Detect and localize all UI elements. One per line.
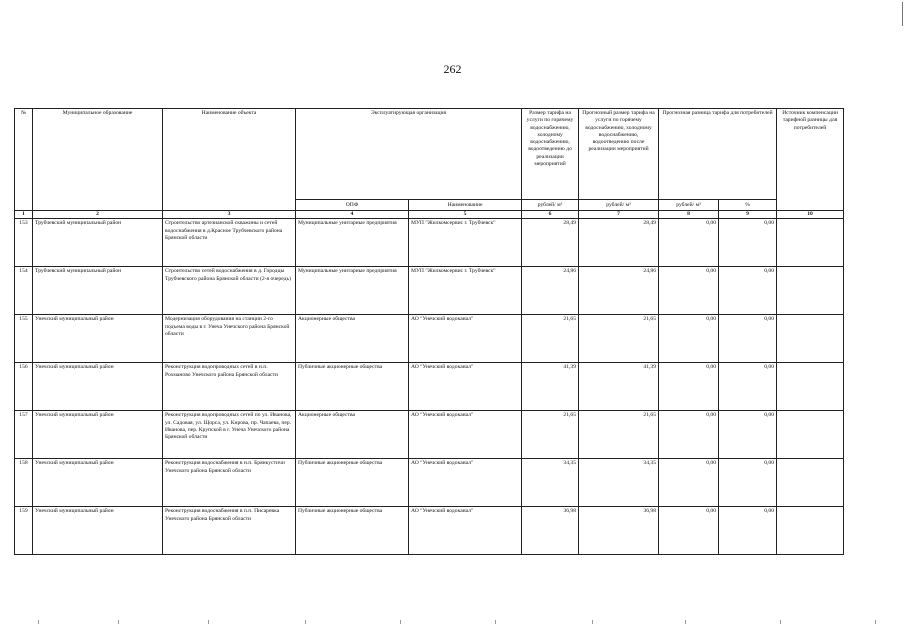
column-index: 8 xyxy=(659,211,719,219)
cell-municipality: Унечский муниципальный район xyxy=(33,459,163,507)
cell-operator-name: АО "Унечский водоканал" xyxy=(409,315,522,363)
table-row xyxy=(15,411,844,459)
cell-opf: Публичные акционерные общества xyxy=(296,363,409,411)
scan-tick xyxy=(305,620,306,624)
column-index: 1 xyxy=(15,211,33,219)
cell-num: 156 xyxy=(15,363,33,411)
cell-object: Строительство артезианской скважины и сетей водоснабжения в д.Красное Трубчевского района Брянской области xyxy=(163,219,296,267)
scan-tick xyxy=(875,620,876,624)
cell-tariff: 28,49 xyxy=(522,219,579,267)
column-index: 2 xyxy=(33,211,163,219)
table-row xyxy=(15,267,844,315)
table-row xyxy=(15,363,844,411)
cell-source xyxy=(777,363,844,411)
header-diff-percent: % xyxy=(719,200,777,211)
cell-operator-name: АО "Унечский водоканал" xyxy=(409,507,522,555)
header-operator-name: Наименование xyxy=(409,200,522,211)
cell-num: 155 xyxy=(15,315,33,363)
table-row xyxy=(15,459,844,507)
cell-municipality: Унечский муниципальный район xyxy=(33,315,163,363)
cell-object: Модернизация оборудования на станции 2-го подъема воды в г. Унеча Унечского района Брянской области xyxy=(163,315,296,363)
page-number: 262 xyxy=(443,62,462,76)
cell-tariff: 24,86 xyxy=(522,267,579,315)
cell-diff-rub: 0,00 xyxy=(659,219,719,267)
scan-edge-mark xyxy=(902,2,903,26)
cell-forecast: 41,39 xyxy=(579,363,659,411)
header-forecast: Прогнозный размер тарифа на услуги по горячему водоснабжению, холодному водоснабжению, водоотведению после реализации мероприятий xyxy=(579,109,659,200)
column-index: 4 xyxy=(296,211,409,219)
column-index-row xyxy=(15,211,844,219)
column-index: 5 xyxy=(409,211,522,219)
cell-diff-rub: 0,00 xyxy=(659,507,719,555)
header-row xyxy=(15,109,844,200)
cell-operator-name: АО "Унечский водоканал" xyxy=(409,363,522,411)
cell-num: 159 xyxy=(15,507,33,555)
cell-diff-pct: 0,00 xyxy=(719,267,777,315)
cell-source xyxy=(777,459,844,507)
column-index: 3 xyxy=(163,211,296,219)
cell-source xyxy=(777,315,844,363)
scan-tick xyxy=(400,620,401,624)
scan-tick xyxy=(208,620,209,624)
cell-forecast: 24,86 xyxy=(579,267,659,315)
header-tariff-unit: рублей/ м³ xyxy=(522,200,579,211)
cell-num: 158 xyxy=(15,459,33,507)
cell-diff-rub: 0,00 xyxy=(659,459,719,507)
cell-object: Реконструкция водопроводных сетей в н.п. Рохманово Унечского района Брянской области xyxy=(163,363,296,411)
cell-num: 157 xyxy=(15,411,33,459)
cell-num: 154 xyxy=(15,267,33,315)
scan-tick xyxy=(38,620,39,624)
cell-operator-name: АО "Унечский водоканал" xyxy=(409,411,522,459)
cell-opf: Акционерные общества xyxy=(296,315,409,363)
cell-tariff: 41,39 xyxy=(522,363,579,411)
cell-diff-pct: 0,00 xyxy=(719,411,777,459)
cell-forecast: 21,65 xyxy=(579,315,659,363)
cell-object: Реконструкция водоснабжения в п.п. Писаревка Унечского района Брянской области xyxy=(163,507,296,555)
cell-tariff: 36,98 xyxy=(522,507,579,555)
cell-diff-pct: 0,00 xyxy=(719,315,777,363)
cell-forecast: 36,98 xyxy=(579,507,659,555)
header-tariff: Размер тарифа на услуги по горячему водоснабжению, холодному водоснабжению, водоотведению до реализации мероприятий xyxy=(522,109,579,200)
header-opf: ОПФ xyxy=(296,200,409,211)
cell-tariff: 21,65 xyxy=(522,315,579,363)
scan-tick xyxy=(118,620,119,624)
cell-source xyxy=(777,411,844,459)
cell-object: Строительство сетей водоснабжения в д. Городцы Трубчевского района Брянской области (2-я очередь) xyxy=(163,267,296,315)
tariff-table xyxy=(14,108,844,555)
cell-diff-pct: 0,00 xyxy=(719,363,777,411)
table-row xyxy=(15,315,844,363)
cell-tariff: 21,65 xyxy=(522,411,579,459)
cell-municipality: Трубчевский муниципальный район xyxy=(33,219,163,267)
cell-object: Реконструкция водопроводных сетей по ул. Иванова, ул. Садовая, ул. Щорса, ул. Кирова, пр. Чапаева, пер. Иванова, пер. Крупской в г. Унеча Унечского района Брянской области xyxy=(163,411,296,459)
header-source: Источник компенсации тарифной разницы для потребителей xyxy=(777,109,844,211)
cell-municipality: Трубчевский муниципальный район xyxy=(33,267,163,315)
cell-diff-pct: 0,00 xyxy=(719,507,777,555)
cell-source xyxy=(777,219,844,267)
scan-tick xyxy=(780,620,781,624)
cell-opf: Муниципальные унитарные предприятия xyxy=(296,219,409,267)
cell-num: 153 xyxy=(15,219,33,267)
scan-tick xyxy=(495,620,496,624)
table-row xyxy=(15,507,844,555)
cell-operator-name: МУП "Жилкомсервис г. Трубчевск" xyxy=(409,267,522,315)
cell-opf: Публичные акционерные общества xyxy=(296,459,409,507)
cell-diff-rub: 0,00 xyxy=(659,267,719,315)
scan-tick xyxy=(685,620,686,624)
cell-object: Реконструкция водоснабжения в н.п. Брянкустичи Унечского района Брянской области xyxy=(163,459,296,507)
scan-artifacts xyxy=(0,620,905,630)
table-row xyxy=(15,219,844,267)
scan-tick xyxy=(592,620,593,624)
cell-source xyxy=(777,507,844,555)
cell-opf: Акционерные общества xyxy=(296,411,409,459)
column-index: 9 xyxy=(719,211,777,219)
header-difference: Прогнозная разница тарифа для потребителей xyxy=(659,109,777,200)
cell-source xyxy=(777,267,844,315)
cell-operator-name: АО "Унечский водоканал" xyxy=(409,459,522,507)
cell-forecast: 34,35 xyxy=(579,459,659,507)
header-forecast-unit: рублей/ м³ xyxy=(579,200,659,211)
cell-diff-rub: 0,00 xyxy=(659,411,719,459)
cell-diff-rub: 0,00 xyxy=(659,363,719,411)
header-municipality: Муниципальное образование xyxy=(33,109,163,211)
column-index: 7 xyxy=(579,211,659,219)
cell-municipality: Унечский муниципальный район xyxy=(33,411,163,459)
cell-tariff: 34,35 xyxy=(522,459,579,507)
header-diff-unit: рублей/ м³ xyxy=(659,200,719,211)
column-index: 10 xyxy=(777,211,844,219)
cell-opf: Публичные акционерные общества xyxy=(296,507,409,555)
cell-opf: Муниципальные унитарные предприятия xyxy=(296,267,409,315)
header-object: Наименование объекта xyxy=(163,109,296,211)
cell-diff-pct: 0,00 xyxy=(719,459,777,507)
cell-diff-rub: 0,00 xyxy=(659,315,719,363)
column-index: 6 xyxy=(522,211,579,219)
cell-forecast: 21,65 xyxy=(579,411,659,459)
header-num: № xyxy=(15,109,33,211)
header-operator: Эксплуатирующая организация xyxy=(296,109,522,200)
cell-diff-pct: 0,00 xyxy=(719,219,777,267)
cell-municipality: Унечский муниципальный район xyxy=(33,507,163,555)
cell-operator-name: МУП "Жилкомсервис г. Трубчевск" xyxy=(409,219,522,267)
cell-municipality: Унечский муниципальный район xyxy=(33,363,163,411)
cell-forecast: 28,49 xyxy=(579,219,659,267)
